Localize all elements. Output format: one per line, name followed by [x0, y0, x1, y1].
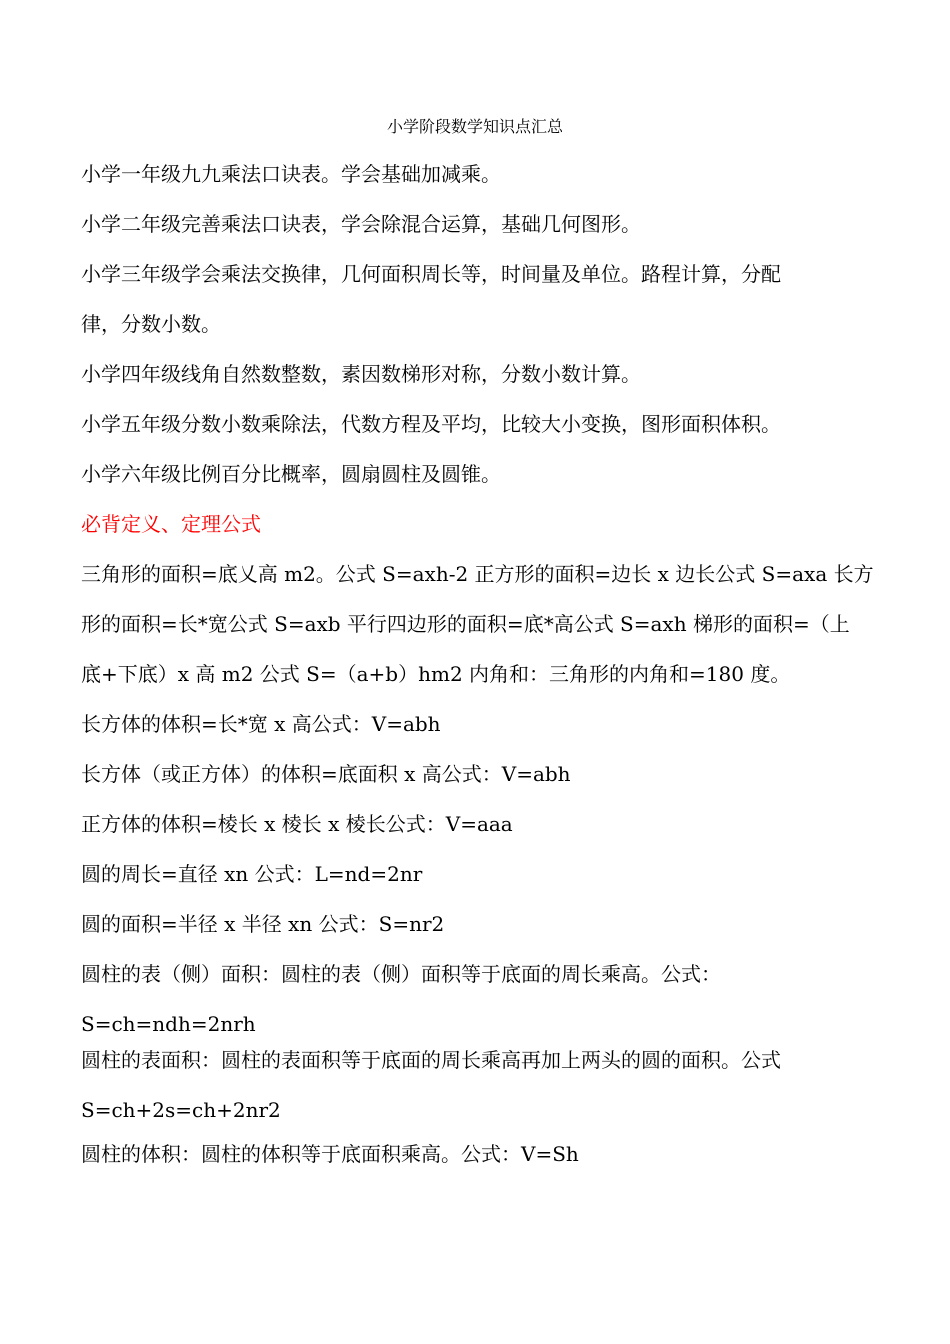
- formula-cylinder-volume: 圆柱的体积：圆柱的体积等于底面积乘高。公式：V=Sh: [81, 1142, 579, 1166]
- formula-line-2: 形的面积=长*宽公式 S=axb 平行四边形的面积=底*高公式 S=axh 梯形的面积=（上: [81, 612, 850, 636]
- formula-cuboid-volume: 长方体的体积=长*宽 x 高公式：V=abh: [81, 712, 441, 736]
- formula-cylinder-surface-area-expr: S=ch+2s=ch+2nr2: [81, 1098, 281, 1122]
- grade-summary-4: 小学四年级线角自然数整数，素因数梯形对称，分数小数计算。: [81, 362, 641, 386]
- grade-summary-3-cont: 律，分数小数。: [81, 312, 221, 336]
- formula-cylinder-lateral-area: 圆柱的表（侧）面积：圆柱的表（侧）面积等于底面的周长乘高。公式：: [81, 962, 721, 986]
- grade-summary-5: 小学五年级分数小数乘除法，代数方程及平均，比较大小变换，图形面积体积。: [81, 412, 781, 436]
- document-title: 小学阶段数学知识点汇总: [386, 117, 563, 136]
- grade-summary-1: 小学一年级九九乘法口诀表。学会基础加减乘。: [81, 162, 501, 186]
- formula-circle-circumference: 圆的周长=直径 xn 公式：L=nd=2nr: [81, 862, 423, 886]
- formula-cuboid-base-volume: 长方体（或正方体）的体积=底面积 x 高公式：V=abh: [81, 762, 571, 786]
- formula-cylinder-surface-area: 圆柱的表面积：圆柱的表面积等于底面的周长乘高再加上两头的圆的面积。公式: [81, 1048, 781, 1072]
- formula-cube-volume: 正方体的体积=棱长 x 棱长 x 棱长公式：V=aaa: [81, 812, 513, 836]
- formula-cylinder-lateral-area-expr: S=ch=ndh=2nrh: [81, 1012, 256, 1036]
- grade-summary-3: 小学三年级学会乘法交换律，几何面积周长等，时间量及单位。路程计算，分配: [81, 262, 781, 286]
- grade-summary-6: 小学六年级比例百分比概率，圆扇圆柱及圆锥。: [81, 462, 501, 486]
- grade-summary-2: 小学二年级完善乘法口诀表，学会除混合运算，基础几何图形。: [81, 212, 641, 236]
- formula-line-3: 底+下底）x 高 m2 公式 S=（a+b）hm2 内角和：三角形的内角和=180 度。: [81, 662, 791, 686]
- formula-line-1: 三角形的面积=底乂高 m2。公式 S=axh-2 正方形的面积=边长 x 边长公式 S=axa 长方: [81, 562, 874, 586]
- formula-circle-area: 圆的面积=半径 x 半径 xn 公式：S=nr2: [81, 912, 445, 936]
- section-heading: 必背定义、定理公式: [81, 512, 261, 536]
